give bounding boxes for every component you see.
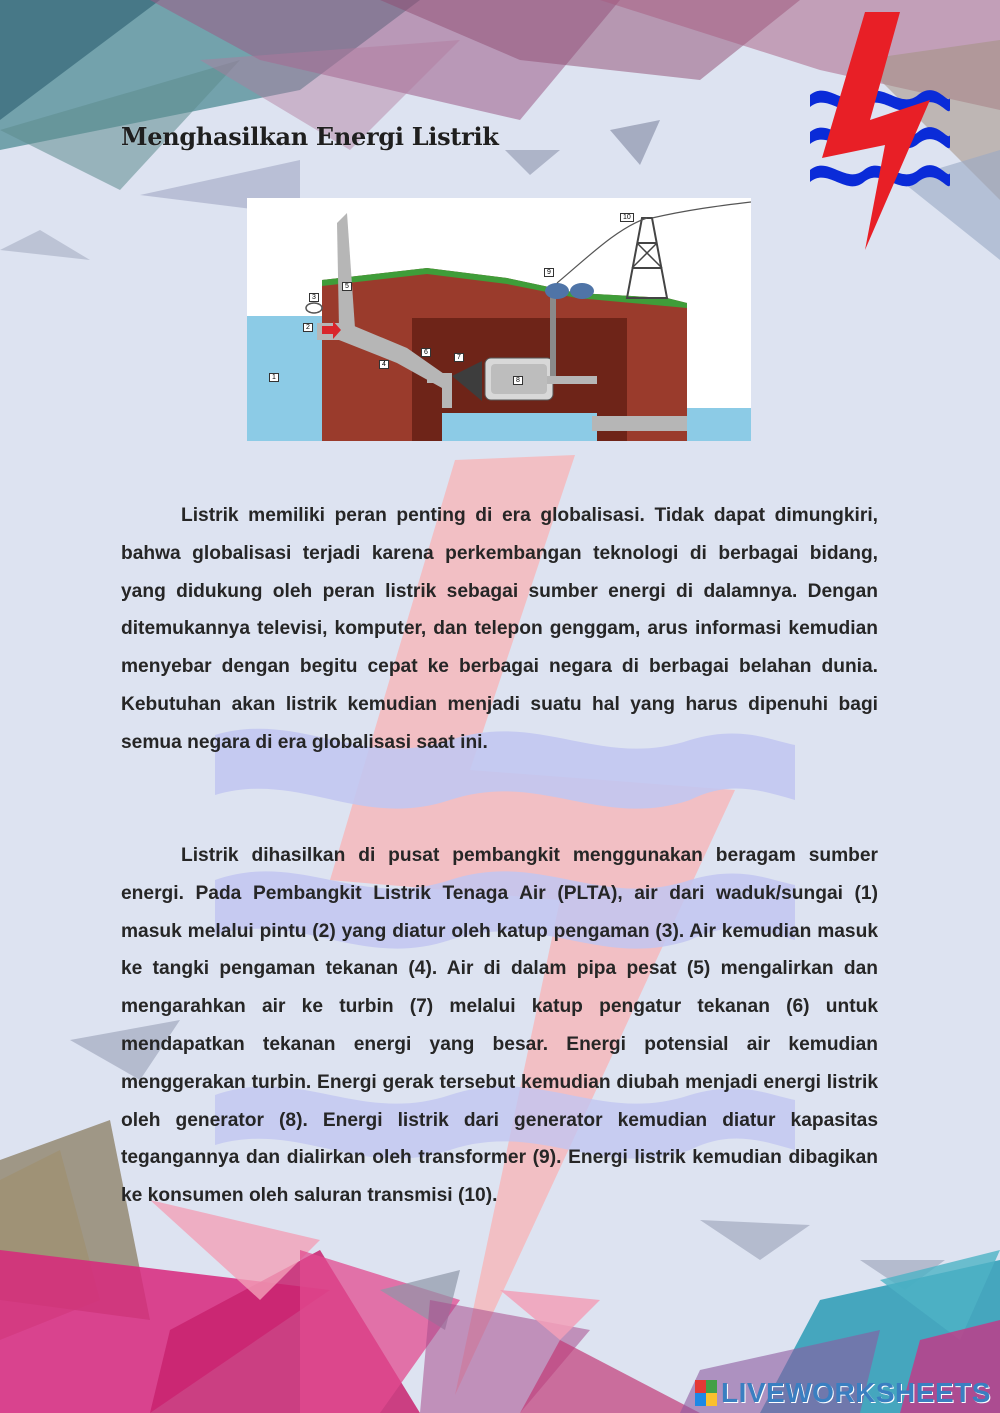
liveworksheets-watermark xyxy=(695,1376,991,1410)
diagram-label-10: 10 xyxy=(620,213,634,222)
diagram-label-1: 1 xyxy=(269,373,279,382)
hydropower-diagram xyxy=(247,198,751,441)
diagram-label-4: 4 xyxy=(379,360,389,369)
diagram-label-6: 6 xyxy=(421,348,431,357)
diagram-label-7: 7 xyxy=(454,353,464,362)
diagram-label-5: 5 xyxy=(342,282,352,291)
paragraph-globalization: Listrik memiliki peran penting di era globalisasi. Tidak dapat dimungkiri, bahwa globalisasi terjadi karena perkembangan teknologi di berbagai bidang, yang didukung oleh peran listrik sebagai sumber energi di dalamnya. Dengan ditemukannya televisi, komputer, dan telepon genggam, arus informasi kemudian menyebar dengan begitu cepat ke berbagai negara di berbagai belahan dunia. Kebutuhan akan listrik kemudian menjadi suatu hal yang harus dipenuhi bagi semua negara di era globalisasi saat ini. xyxy=(121,505,878,753)
diagram-label-3: 3 xyxy=(309,293,319,302)
page-title: Menghasilkan Energi Listrik xyxy=(121,122,499,151)
diagram-label-9: 9 xyxy=(544,268,554,277)
diagram-label-2: 2 xyxy=(303,323,313,332)
paragraph-hydropower: Listrik dihasilkan di pusat pembangkit menggunakan beragam sumber energi. Pada Pembangkit Listrik Tenaga Air (PLTA), air dari waduk/sungai (1) masuk melalui pintu (2) yang diatur oleh katup pengaman (3). Air kemudian masuk ke tangki pengaman tekanan (4). Air di dalam pipa pesat (5) mengalirkan dan mengarahkan air ke turbin (7) melalui katup pengatur tekanan (6) untuk mendapatkan tekanan energi yang besar. Energi potensial air kemudian menggerakan turbin. Energi gerak tersebut kemudian diubah menjadi energi listrik oleh generator (8). Energi listrik dari generator kemudian diatur kapasitas tegangannya dan dialirkan oleh transformer (9). Energi listrik kemudian dibagikan ke konsumen oleh saluran transmisi (10). xyxy=(121,845,878,1207)
liveworksheets-logo-icon xyxy=(695,1380,717,1406)
electricity-logo-icon xyxy=(800,10,960,255)
watermark-text: LIVEWORKSHEETS xyxy=(721,1377,991,1408)
diagram-label-8: 8 xyxy=(513,376,523,385)
